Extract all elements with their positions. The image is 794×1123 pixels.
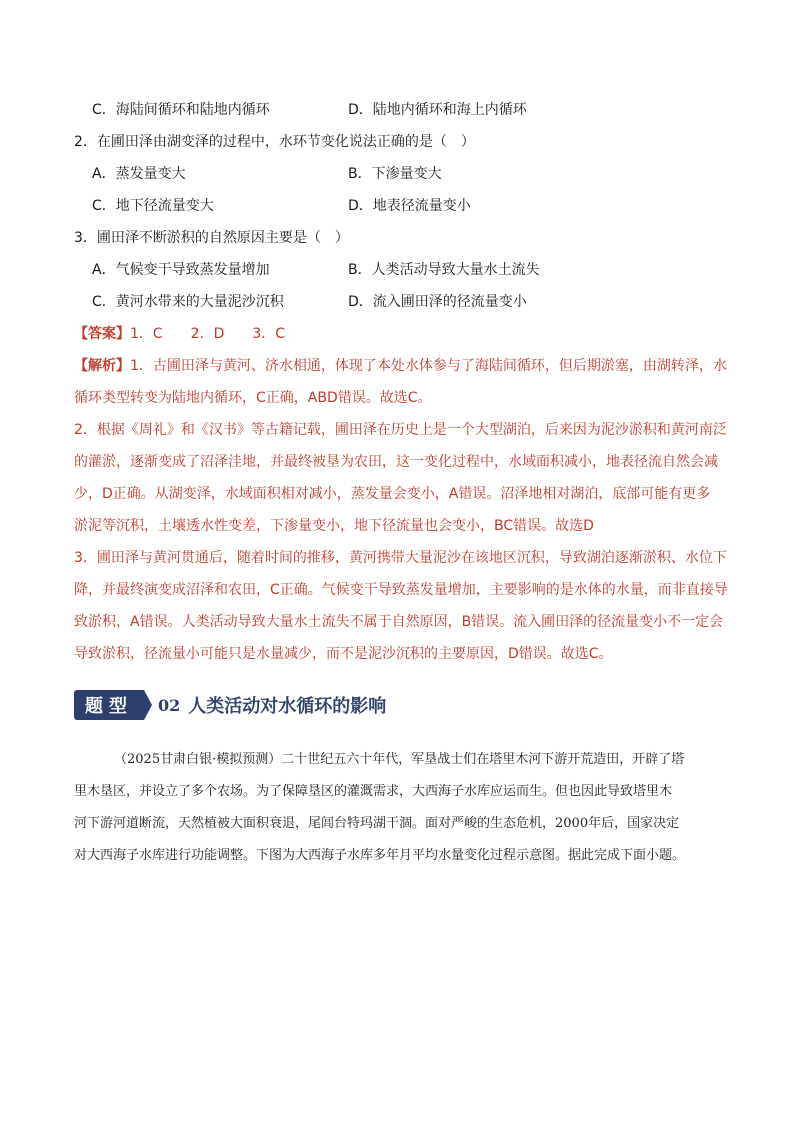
analysis-line: 的灌淤，逐渐变成了沼泽洼地，并最终被垦为农田，这一变化过程中，水域面积减小，地表径流自然会减 [74, 454, 718, 470]
section-heading [74, 690, 386, 720]
q3-option-a: A．气候变干导致蒸发量增加 [92, 262, 270, 278]
analysis-line: 循环类型转变为陆地内循环，C正确，ABD错误。故选C。 [74, 390, 432, 406]
analysis-tag: 【解析】 [74, 358, 130, 374]
section-number: 02 [158, 695, 181, 715]
analysis-line: 降，并最终演变成沼泽和农田，C正确。气候变干导致蒸发量增加，主要影响的是水体的水量，而非直接导 [74, 582, 728, 598]
q1-option-d: D．陆地内循环和海上内循环 [348, 102, 527, 118]
q2-option-d: D．地表径流量变小 [348, 198, 471, 214]
passage-line: 河下游河道断流，天然植被大面积衰退，尾闾台特玛湖干涸。面对严峻的生态危机，2000年后，国家决定 [74, 816, 680, 831]
answer-tag: 【答案】 [74, 326, 130, 342]
q3-option-d: D．流入圃田泽的径流量变小 [348, 294, 527, 310]
analysis-text: 1．古圃田泽与黄河、济水相通，体现了本处水体参与了海陆间循环，但后期淤塞，由湖转泽，水 [130, 358, 727, 374]
q3-option-b: B．人类活动导致大量水土流失 [348, 262, 540, 278]
analysis-line: 致淤积，A错误。人类活动导致大量水土流失不属于自然原因，B错误。流入圃田泽的径流量变小不一定会 [74, 614, 724, 630]
analysis-line: 导致淤积，径流量小可能只是水量减少，而不是泥沙沉积的主要原因，D错误。故选C。 [74, 646, 613, 662]
q3-option-c: C．黄河水带来的大量泥沙沉积 [92, 294, 284, 310]
analysis-line: 淤泥等沉积，土壤透水性变差，下渗量变小，地下径流量也会变小，BC错误。故选D [74, 518, 594, 534]
q2-stem: 2．在圃田泽由湖变泽的过程中，水环节变化说法正确的是（ ） [74, 134, 475, 150]
answer-line [74, 324, 285, 344]
q2-option-c: C．地下径流量变大 [92, 198, 214, 214]
section-title: 人类活动对水循环的影响 [188, 696, 387, 717]
analysis-line: 少，D正确。从湖变泽，水域面积相对减小，蒸发量会变小，A错误。沼泽地相对湖泊，底部可能有更多 [74, 486, 711, 502]
answer-text: 1．C 2．D 3．C [130, 326, 286, 342]
q1-option-c: C．海陆间循环和陆地内循环 [92, 102, 270, 118]
badge-tail [144, 690, 152, 720]
q2-option-a: A．蒸发量变大 [92, 166, 186, 182]
q2-option-b: B．下渗量变大 [348, 166, 442, 182]
section-badge: 题型 [74, 690, 144, 720]
passage-line: （2025甘肃白银·模拟预测）二十世纪五六十年代，军垦战士们在塔里木河下游开荒造田，开辟了塔 [114, 752, 685, 767]
q3-stem: 3．圃田泽不断淤积的自然原因主要是（ ） [74, 230, 349, 246]
analysis-line: 2．根据《周礼》和《汉书》等古籍记载，圃田泽在历史上是一个大型湖泊，后来因为泥沙淤积和黄河南泛 [74, 422, 727, 438]
passage-line: 里木垦区，并设立了多个农场。为了保障垦区的灌溉需求，大西海子水库应运而生。但也因此导致塔里木 [74, 784, 673, 799]
passage-line: 对大西海子水库进行功能调整。下图为大西海子水库多年月平均水量变化过程示意图。据此完成下面小题。 [74, 848, 686, 863]
question-passage [74, 744, 724, 872]
analysis-line-1 [74, 356, 727, 376]
analysis-line: 3．圃田泽与黄河贯通后，随着时间的推移，黄河携带大量泥沙在该地区沉积，导致湖泊逐渐淤积、水位下 [74, 550, 727, 566]
